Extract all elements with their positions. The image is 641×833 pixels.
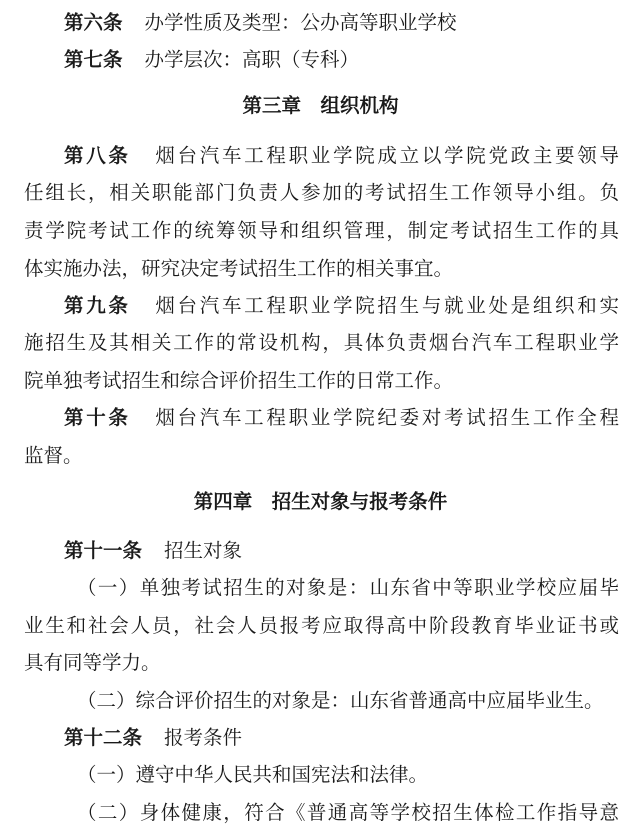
article-11-label: 第十一条: [64, 539, 143, 562]
article-11-item-1-line-2: 业生和社会人员，社会人员报考应取得高中阶段教育毕业证书或: [24, 614, 619, 637]
article-8-line-1: [0, 137, 641, 174]
article-7-label: 第七条: [64, 48, 123, 71]
article-6-text: 办学性质及类型：公办高等职业学校: [144, 11, 457, 34]
article-10-line-2: 监督。: [24, 444, 83, 467]
article-11-item-1-line-3: 具有同等学力。: [24, 651, 161, 674]
article-7: [0, 41, 641, 78]
article-8-line-4: 体实施办法，研究决定考试招生工作的相关事宜。: [24, 257, 454, 280]
article-8-label: 第八条: [64, 144, 131, 167]
article-7-text: 办学层次：高职（专科）: [144, 48, 360, 71]
article-10-text-1: 烟台汽车工程职业学院纪委对考试招生工作全程: [152, 406, 619, 429]
article-9-line-2: 施招生及其相关工作的常设机构，具体负责烟台汽车工程职业学: [24, 331, 619, 354]
article-9-line-1: [0, 287, 641, 324]
article-8-line-2: 任组长，相关职能部门负责人参加的考试招生工作领导小组。负: [24, 181, 619, 204]
article-6: [0, 4, 641, 41]
article-9-label: 第九条: [64, 294, 131, 317]
chapter-3-title: 第三章 组织机构: [242, 94, 399, 117]
article-12: [0, 719, 641, 756]
chapter-4-title: 第四章 招生对象与报考条件: [193, 490, 448, 513]
article-11-text: 招生对象: [164, 539, 243, 562]
article-9-text-1: 烟台汽车工程职业学院招生与就业处是组织和实: [152, 294, 619, 317]
article-9-line-3: 院单独考试招生和综合评价招生工作的日常工作。: [24, 369, 454, 392]
article-10-label: 第十条: [64, 406, 131, 429]
article-10-line-1: [0, 399, 641, 436]
article-12-text: 报考条件: [164, 726, 243, 749]
article-6-label: 第六条: [64, 11, 123, 34]
article-11: [0, 532, 641, 569]
article-8-line-3: 责学院考试工作的统筹领导和组织管理，制定考试招生工作的具: [24, 219, 619, 242]
article-12-label: 第十二条: [64, 726, 143, 749]
article-8-text-1: 烟台汽车工程职业学院成立以学院党政主要领导: [152, 144, 619, 167]
article-11-item-1-line-1: （一）单独考试招生的对象是：山东省中等职业学校应届毕: [77, 576, 619, 599]
article-11-item-2: （二）综合评价招生的对象是：山东省普通高中应届毕业生。: [77, 689, 604, 712]
article-12-item-1: （一）遵守中华人民共和国宪法和法律。: [77, 763, 429, 786]
article-12-item-2: （二）身体健康，符合《普通高等学校招生体检工作指导意: [77, 801, 619, 824]
